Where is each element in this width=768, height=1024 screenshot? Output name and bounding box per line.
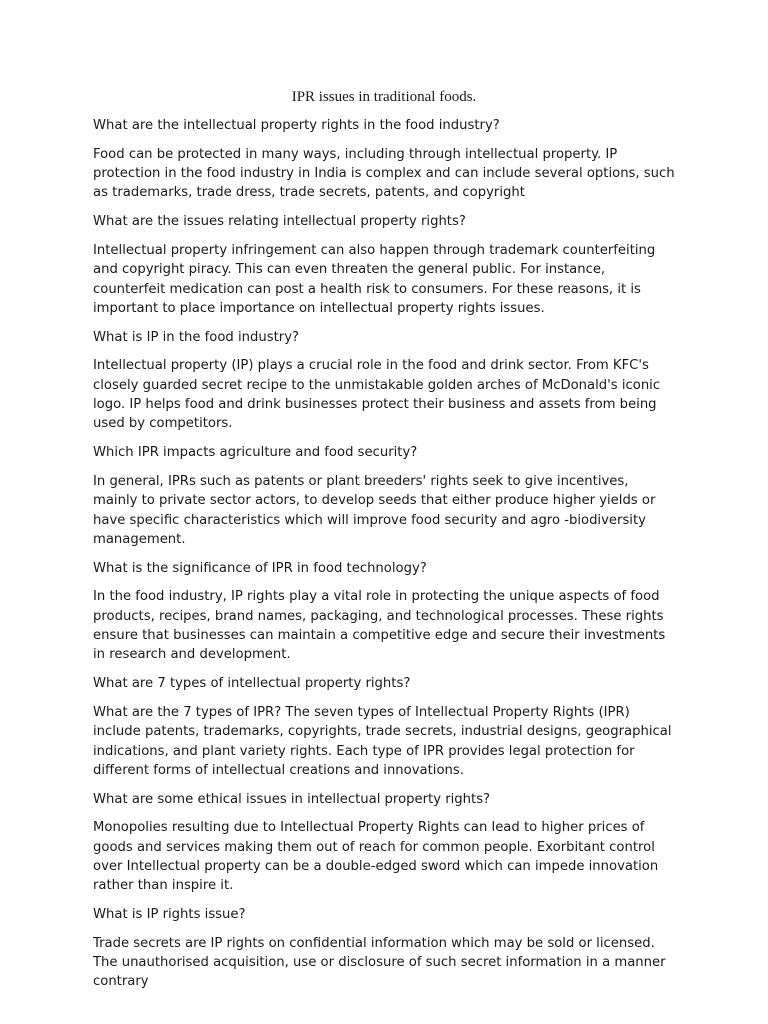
question-3: What is IP in the food industry? (93, 329, 300, 345)
answer-2: Intellectual property infringement can also happen through trademark counterfeiting and copyright piracy. This can even threaten the general public. For instance, counterfeit medication can post a health risk to consumers. For these reasons, it is important to place importance on intellectual property rights issues. (93, 242, 656, 316)
document-title: IPR issues in traditional foods. (291, 89, 477, 105)
answer-6: What are the 7 types of IPR? The seven types of Intellectual Property Rights (IPR) include patents, trademarks, copyrights, trade secrets, industrial designs, geographical indications, and plant variety rights. Each type of IPR provides legal protection for different forms of intellectual creations and innovations. (93, 704, 672, 778)
question-7: What are some ethical issues in intellectual property rights? (93, 791, 491, 807)
question-8: What is IP rights issue? (93, 907, 246, 923)
answer-8: Trade secrets are IP rights on confidential information which may be sold or licensed. The unauthorised acquisition, use or disclosure of such secret information in a manner contrary (93, 935, 666, 988)
document-body (93, 88, 675, 988)
answer-4: In general, IPRs such as patents or plant breeders' rights seek to give incentives, mainly to private sector actors, to develop seeds that either produce higher yields or have specific characteristics which will improve food security and agro -biodiversity management. (93, 473, 656, 547)
answer-3: Intellectual property (IP) plays a crucial role in the food and drink sector. From KFC's closely guarded secret recipe to the unmistakable golden arches of McDonald's iconic logo. IP helps food and drink businesses protect their business and assets from being used by competitors. (93, 358, 661, 432)
question-5: What is the significance of IPR in food technology? (93, 560, 427, 576)
question-6: What are 7 types of intellectual property rights? (93, 676, 411, 692)
answer-1: Food can be protected in many ways, including through intellectual property. IP protection in the food industry in India is complex and can include several options, such as trademarks, trade dress, trade secrets, patents, and copyright (93, 146, 675, 201)
question-1: What are the intellectual property rights in the food industry? (93, 118, 500, 133)
answer-5: In the food industry, IP rights play a vital role in protecting the unique aspects of food products, recipes, brand names, packaging, and technological processes. These rights ensure that businesses can maintain a competitive edge and secure their investments in research and development. (93, 589, 666, 663)
question-4: Which IPR impacts agriculture and food security? (93, 445, 418, 461)
question-2: What are the issues relating intellectual property rights? (93, 214, 466, 230)
answer-7: Monopolies resulting due to Intellectual Property Rights can lead to higher prices of goods and services making them out of reach for common people. Exorbitant control over Intellectual property can be a double-edged sword which can impede innovation rather than inspire it. (93, 820, 659, 894)
